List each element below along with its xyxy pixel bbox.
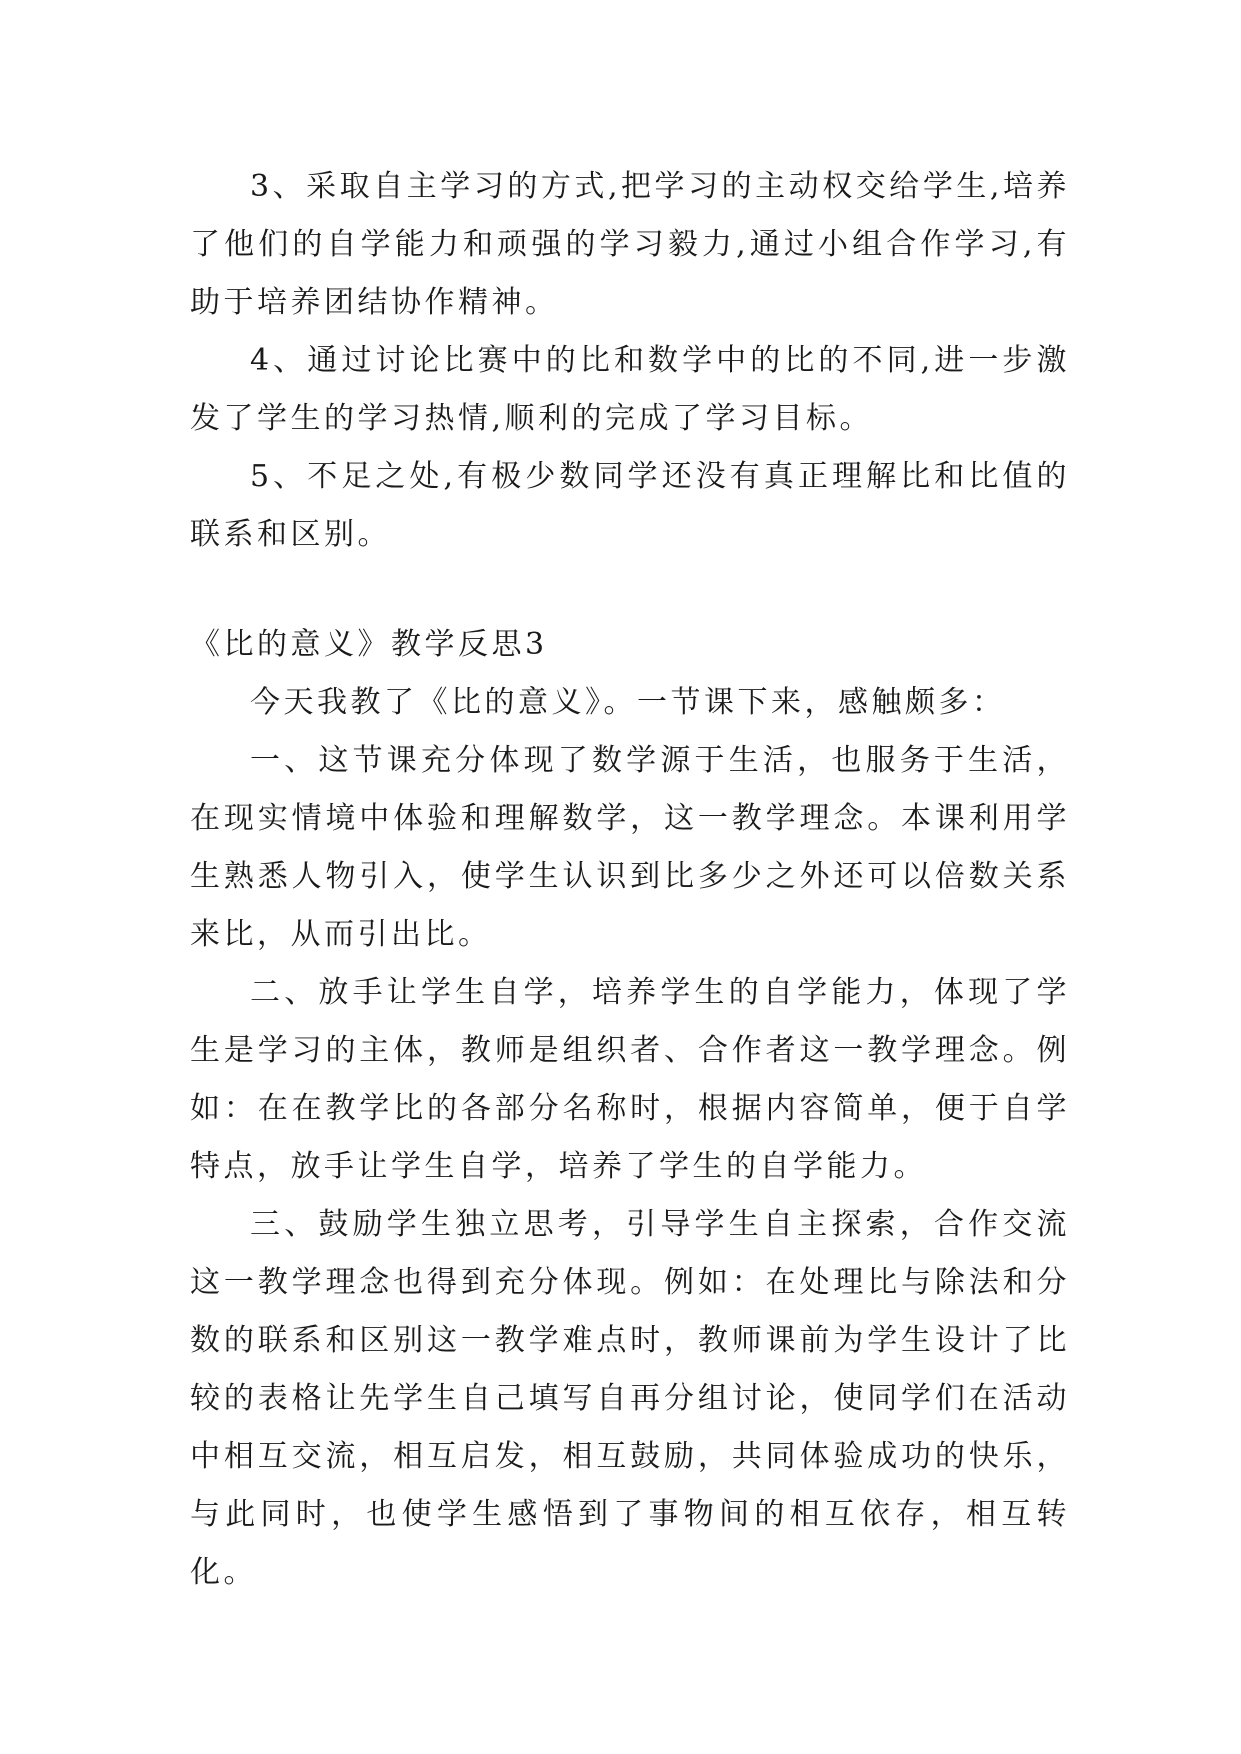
paragraph-point-one: 一、这节课充分体现了数学源于生活，也服务于生活，在现实情境中体验和理解数学，这一教学理念。本课利用学生熟悉人物引入，使学生认识到比多少之外还可以倍数关系来比，从而引出比。 xyxy=(190,743,1070,952)
section-gap xyxy=(190,564,1070,616)
paragraph-item-4: 4、通过讨论比赛中的比和数学中的比的不同,进一步激发了学生的学习热情,顺利的完成了学习目标。 xyxy=(190,343,1070,436)
paragraph-point-two: 二、放手让学生自学，培养学生的自学能力，体现了学生是学习的主体，教师是组织者、合作者这一教学理念。例如：在在教学比的各部分名称时，根据内容简单，便于自学特点，放手让学生自学，培养了学生的自学能力。 xyxy=(190,975,1070,1184)
paragraph-intro: 今天我教了《比的意义》。一节课下来，感触颇多： xyxy=(250,685,1006,720)
paragraph-item-5: 5、不足之处,有极少数同学还没有真正理解比和比值的联系和区别。 xyxy=(190,459,1070,552)
paragraph-item-3: 3、采取自主学习的方式,把学习的主动权交给学生,培养了他们的自学能力和顽强的学习毅力,通过小组合作学习,有助于培养团结协作精神。 xyxy=(190,169,1070,320)
paragraph-point-three: 三、鼓励学生独立思考，引导学生自主探索，合作交流这一教学理念也得到充分体现。例如：在处理比与除法和分数的联系和区别这一教学难点时，教师课前为学生设计了比较的表格让先学生自己填写自再分组讨论，使同学们在活动中相互交流，相互启发，相互鼓励，共同体验成功的快乐，与此同时，也使学生感悟到了事物间的相互依存，相互转化。 xyxy=(190,1207,1070,1590)
section-title: 《比的意义》教学反思3 xyxy=(190,627,548,662)
document-body xyxy=(190,158,1070,1602)
